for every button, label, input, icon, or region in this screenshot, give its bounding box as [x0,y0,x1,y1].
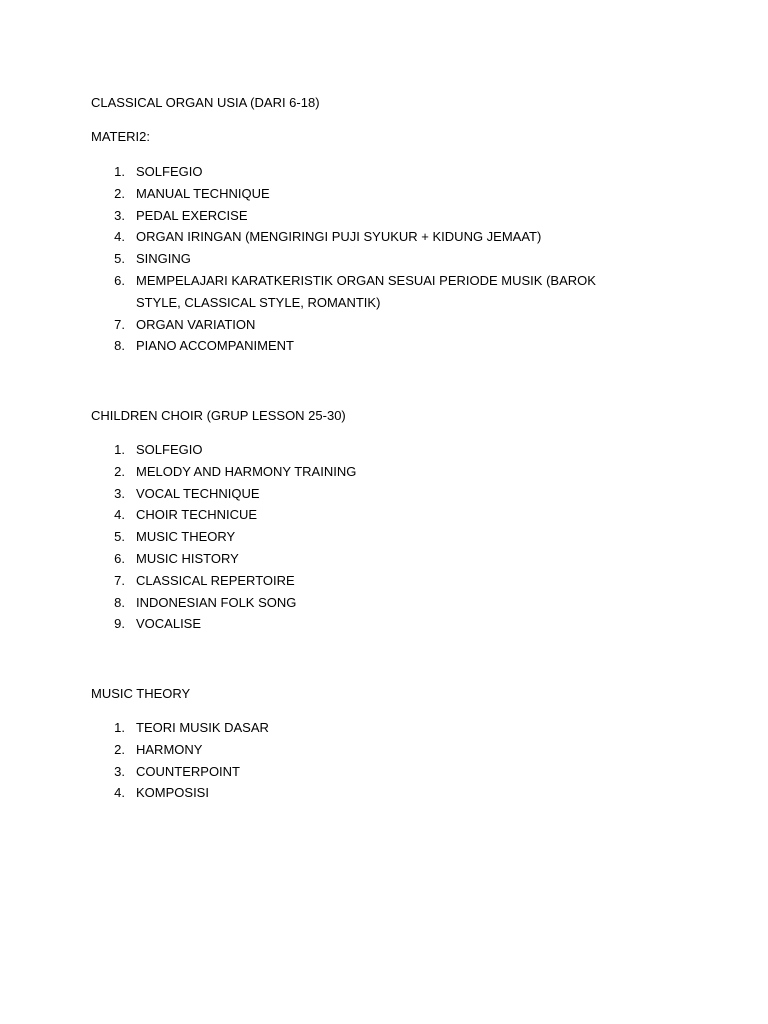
list-item-number: 2. [114,463,125,479]
list-item [0,526,768,548]
list-item-number: 8. [114,338,125,354]
list-item-text: MELODY AND HARMONY TRAINING [136,463,357,479]
list-item-text: COUNTERPOINT [136,763,240,779]
list-item [0,782,768,804]
list-item [0,161,768,183]
list-item [0,226,768,248]
list-item [0,548,768,570]
list-item-number: 1. [114,164,125,179]
list-item-number: 4. [114,229,125,245]
list-item [0,761,768,783]
list-item [0,483,768,505]
list-item-text: KOMPOSISI [136,785,209,801]
classical-organ-list [0,161,768,357]
list-item-text: PEDAL EXERCISE [136,207,248,223]
list-item-number: 5. [114,529,125,545]
list-item-text: SOLFEGIO [136,442,203,457]
list-item-text: ORGAN VARIATION [136,316,256,332]
list-item [0,335,768,357]
list-item-number: 1. [114,442,125,457]
list-item-text: PIANO ACCOMPANIMENT [136,338,294,354]
list-item-number: 2. [114,741,125,757]
list-item [0,205,768,227]
list-item [0,183,768,205]
list-item-number: 2. [114,185,125,201]
list-item-text: VOCALISE [136,616,202,632]
list-item-text: CLASSICAL REPERTOIRE [136,572,295,588]
list-item-number: 4. [114,785,125,801]
list-item [0,270,768,314]
list-item-text: HARMONY [136,741,203,757]
list-item-text: MUSIC THEORY [136,529,236,545]
section-title-classical-organ: CLASSICAL ORGAN USIA (DARI 6-18) [91,95,320,110]
list-item-number: 3. [114,485,125,501]
list-item [0,613,768,635]
list-item-text: VOCAL TECHNIQUE [136,485,260,501]
section-subtitle-materi: MATERI2: [91,129,150,144]
list-item-number: 7. [114,316,125,332]
list-item [0,248,768,270]
list-item-number: 3. [114,207,125,223]
list-item-text: MUSIC HISTORY [136,550,239,566]
list-item [0,314,768,336]
list-item-number: 6. [114,272,125,288]
list-item-text: CHOIR TECHNICUE [136,507,258,523]
children-choir-list [0,439,768,635]
list-item-number: 3. [114,763,125,779]
list-item [0,717,768,739]
list-item-number: 6. [114,550,125,566]
list-item-text: MEMPELAJARI KARATKERISTIK ORGAN SESUAI PERIODE MUSIK (BAROK STYLE, CLASSICAL STYLE, ROMANTIK) [136,272,596,310]
section-title-music-theory: MUSIC THEORY [91,686,191,701]
list-item [0,592,768,614]
list-item-text: ORGAN IRINGAN (MENGIRINGI PUJI SYUKUR + KIDUNG JEMAAT) [136,229,542,245]
list-item-text: INDONESIAN FOLK SONG [136,594,297,610]
music-theory-list [0,717,768,804]
list-item-number: 7. [114,572,125,588]
section-title-children-choir: CHILDREN CHOIR (GRUP LESSON 25-30) [91,408,346,423]
list-item [0,739,768,761]
list-item-text: SINGING [136,251,191,267]
list-item-number: 9. [114,616,125,632]
list-item-text: TEORI MUSIK DASAR [136,720,269,735]
list-item-number: 8. [114,594,125,610]
list-item-number: 1. [114,720,125,735]
list-item [0,504,768,526]
list-item-text: SOLFEGIO [136,164,203,179]
list-item [0,570,768,592]
list-item [0,439,768,461]
list-item-number: 5. [114,251,125,267]
list-item [0,461,768,483]
list-item-number: 4. [114,507,125,523]
list-item-text: MANUAL TECHNIQUE [136,185,270,201]
